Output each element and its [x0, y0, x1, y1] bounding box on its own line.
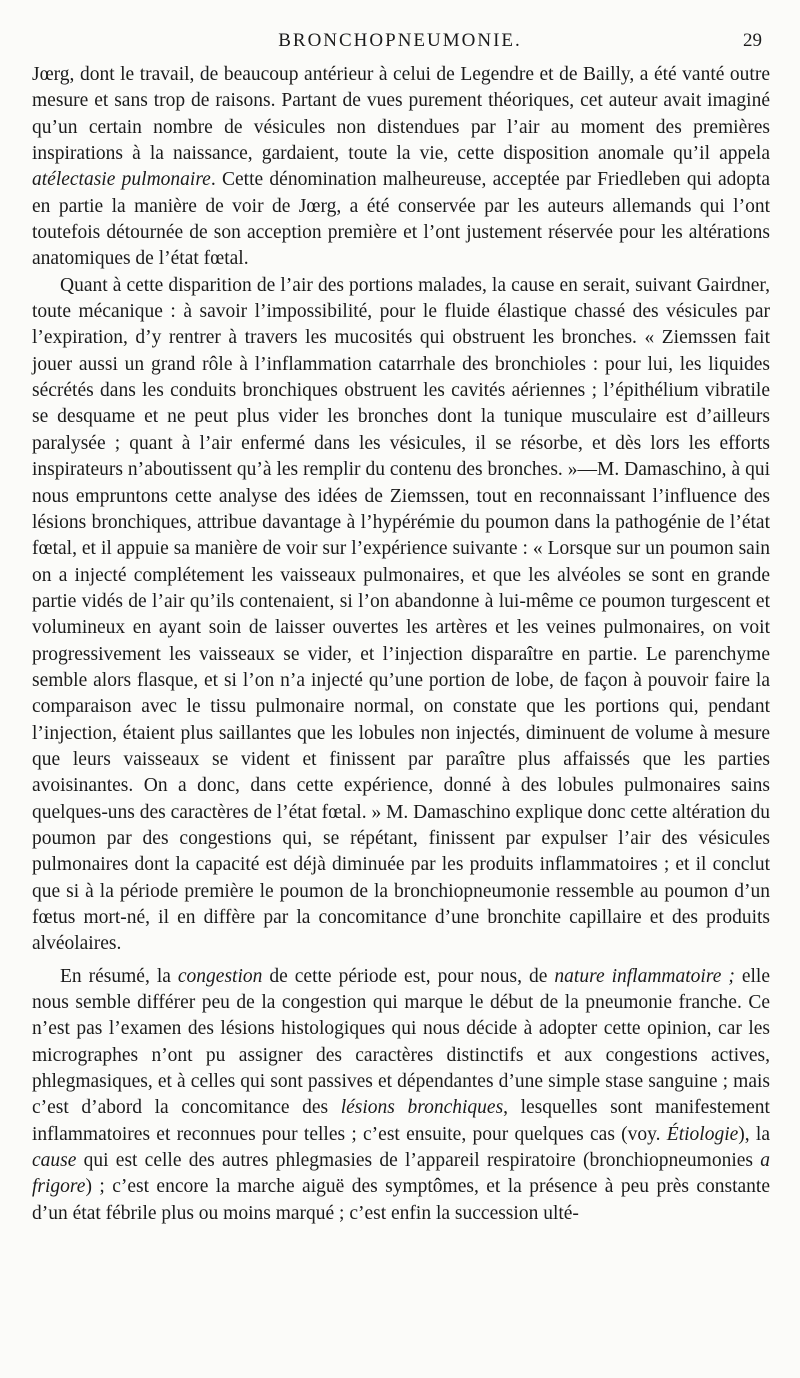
- text-run: de cette période est, pour nous, de: [262, 965, 555, 987]
- text-run: ) ; c’est encore la marche aiguë des symptômes, et la présence à peu près constante d’un état fébrile plus ou moins marqué ; c’est enfin la succession ulté-: [32, 1176, 770, 1224]
- text-run: ), la: [738, 1123, 770, 1145]
- paragraph-1: [32, 62, 770, 273]
- paragraph-2: [32, 273, 770, 958]
- text-run: elle nous semble différer peu de la congestion qui marque le début de la pneumonie franche. Ce n’est pas l’examen des lésions histologiques qui nous décide à adopter cette opinion, car les micrographes n’ont pu assigner des caractères distinctifs et aux congestions actives, phlegmasiques, et à celles qui sont passives et dépendantes d’une simple stase sanguine ; mais c’est d’abord la concomitance des: [32, 965, 770, 1119]
- italic-text: atélectasie pulmonaire: [32, 169, 211, 191]
- italic-text: lésions bronchiques: [340, 1097, 504, 1119]
- text-run: . Cette dénomination malheureuse, acceptée par Friedleben qui adopta en partie la manière de voir de Jœrg, a été conservée par les auteurs allemands qui l’ont toutefois détournée de son acception première et l’ont justement réservée pour les altérations anatomiques de l’état fœtal.: [32, 169, 770, 270]
- italic-text: Étiologie: [666, 1123, 739, 1145]
- text-run: qui est celle des autres phlegmasies de l’appareil respiratoire (bronchiopneumonies: [76, 1150, 761, 1172]
- paragraph-3: [32, 964, 770, 1227]
- italic-text: congestion: [177, 965, 263, 987]
- text-run: En résumé, la: [60, 965, 178, 987]
- italic-text: a frigore: [32, 1150, 770, 1198]
- body-text: [32, 62, 770, 1227]
- running-head: [34, 26, 766, 58]
- italic-text: cause: [32, 1150, 77, 1172]
- running-title: BRONCHOPNEUMONIE.: [278, 30, 522, 51]
- text-run: , lesquelles sont manifestement inflammatoires et reconnues pour telles ; c’est ensuite, pour quelques cas (voy.: [32, 1097, 770, 1145]
- page-number: 29: [743, 30, 762, 51]
- text-run: Jœrg, dont le travail, de beaucoup antérieur à celui de Legendre et de Bailly, a été vanté outre mesure et sans trop de raisons. Partant de vues purement théoriques, cet auteur avait imaginé qu’un certain nombre de vésicules non distendues par l’air au moment des premières inspirations à la naissance, gardaient, toute la vie, cette disposition anomale qu’il appela: [32, 64, 770, 165]
- text-run: Quant à cette disparition de l’air des portions malades, la cause en serait, suivant Gairdner, toute mécanique : à savoir l’impossibilité, pour le fluide élastique chassé des vésicules par l’expiration, d’y rentrer à travers les mucosités qui obstruent les bronches. « Ziemssen fait jouer aussi un grand rôle à l’inflammation catarrhale des bronchioles : pour lui, les liquides sécrétés dans les conduits bronchiques obstruent les cavités aériennes ; l’épithélium vibratile se desquame et ne peut plus vider les bronches dont la tunique musculaire est d’ailleurs paralysée ; quant à l’air enfermé dans les vésicules, il se résorbe, et dès lors les efforts inspirateurs n’aboutissent qu’à les remplir du contenu des bronches. »—M. Damaschino, à qui nous empruntons cette analyse des idées de Ziemssen, tout en reconnaissant l’influence des lésions bronchiques, attribue davantage à l’hypérémie du poumon dans la pathogénie de l’état fœtal, et il appuie sa manière de voir sur l’expérience suivante : « Lorsque sur un poumon sain on a injecté complétement les vaisseaux pulmonaires, et que les alvéoles se sont en grande partie vidés de l’air qu’ils contenaient, si l’on abandonne à lui-même ce poumon turgescent et volumineux en ayant soin de laisser ouvertes les artères et les veines pulmonaires, on voit progressivement les vaisseaux se vider, et l’injection disparaître en partie. Le parenchyme semble alors flasque, et si l’on n’a injecté qu’une portion de lobe, de façon à pouvoir faire la comparaison avec le tissu pulmonaire normal, on constate que les portions qui, pendant l’injection, étaient plus saillantes que les lobules non injectés, diminuent de volume à mesure que leurs vaisseaux se vident et finissent par paraître plus affaissés que les parties avoisinantes. On a donc, dans cette expérience, donné à des lobules pulmonaires sains quelques-uns des caractères de l’état fœtal. » M. Damaschino explique donc cette altération du poumon par des congestions qui, se répétant, finissent par expulser l’air des vésicules pulmonaires dont la capacité est déjà diminuée par les produits inflammatoires ; et il conclut que si à la période première le poumon de la bronchiopneumonie ressemble au poumon d’un fœtus mort-né, il en diffère par la concomitance d’une bronchite capillaire et des produits alvéolaires.: [32, 274, 771, 955]
- italic-text: nature inflammatoire ;: [554, 965, 735, 987]
